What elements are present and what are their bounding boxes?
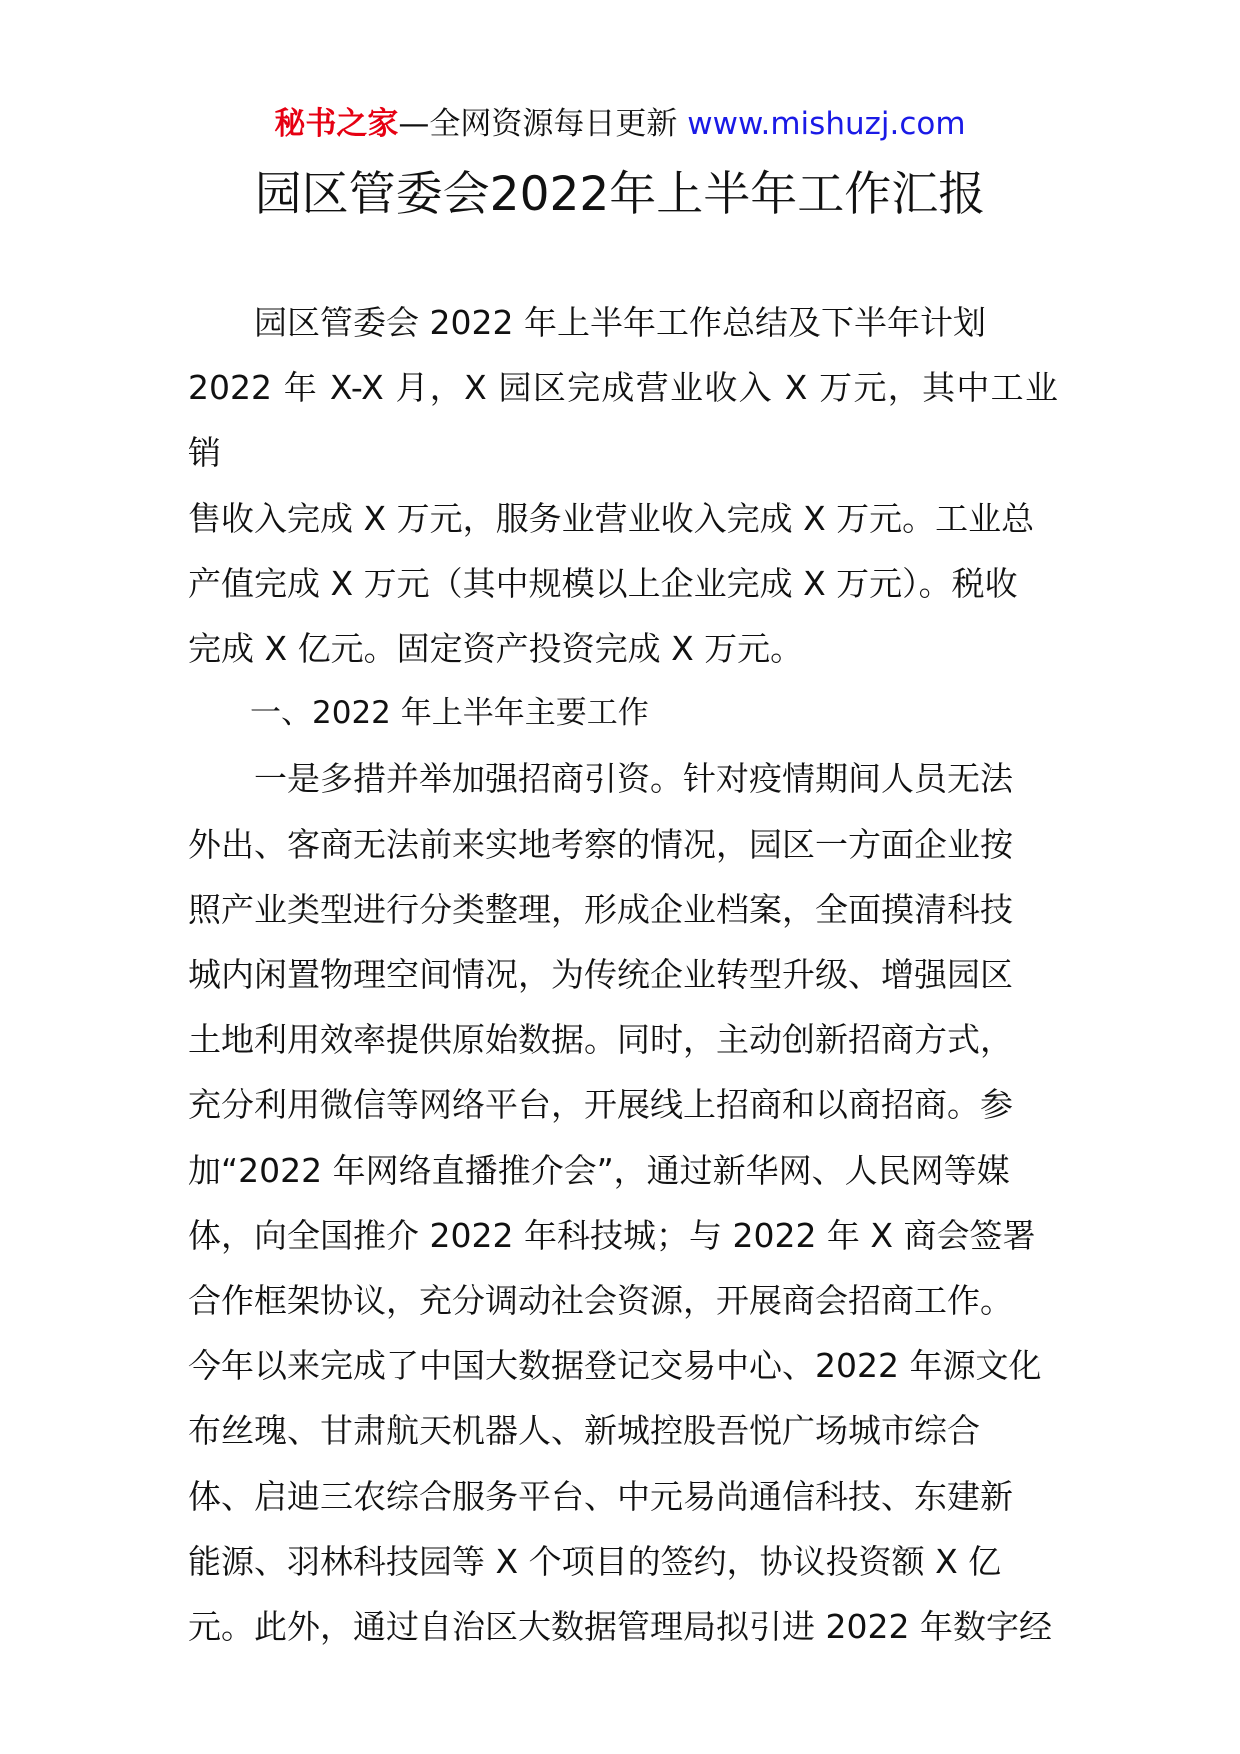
- document-title: 园区管委会2022年上半年工作汇报: [254, 167, 986, 222]
- paragraph-line: 城内闲置物理空间情况，为传统企业转型升级、增强园区: [188, 955, 1013, 995]
- paragraph-line: 产值完成 X 万元（其中规模以上企业完成 X 万元）。税收: [188, 563, 1018, 603]
- paragraph-line: 土地利用效率提供原始数据。同时，主动创新招商方式，: [188, 1020, 1013, 1060]
- paragraph-line: 体、启迪三农综合服务平台、中元易尚通信科技、东建新: [188, 1476, 1013, 1516]
- paragraph-line: 完成 X 亿元。固定资产投资完成 X 万元。: [188, 629, 804, 669]
- paragraph-line: 2022 年 X-X 月，X 园区完成营业收入 X 万元，其中工业销: [188, 368, 1058, 473]
- header-slogan: —全网资源每日更新: [398, 106, 678, 142]
- paragraph-line: 加“2022 年网络直播推介会”，通过新华网、人民网等媒: [188, 1150, 1010, 1190]
- paragraph-line: 今年以来完成了中国大数据登记交易中心、2022 年源文化: [188, 1346, 1042, 1386]
- paragraph-line: 外出、客商无法前来实地考察的情况，园区一方面企业按: [188, 824, 1013, 864]
- paragraph-line: 元。此外，通过自治区大数据管理局拟引进 2022 年数字经: [188, 1607, 1052, 1647]
- paragraph-line: 售收入完成 X 万元，服务业营业收入完成 X 万元。工业总: [188, 498, 1035, 538]
- paragraph-line: 体，向全国推介 2022 年科技城；与 2022 年 X 商会签署: [188, 1215, 1036, 1255]
- site-url-link[interactable]: www.mishuzj.com: [687, 106, 966, 142]
- paragraph-line: 一是多措并举加强招商引资。针对疫情期间人员无法: [254, 759, 1013, 799]
- brand-name: 秘书之家: [274, 106, 399, 142]
- paragraph-line: 充分利用微信等网络平台，开展线上招商和以商招商。参: [188, 1085, 1013, 1125]
- paragraph-line: 能源、羽林科技园等 X 个项目的签约，协议投资额 X 亿: [188, 1541, 1002, 1581]
- paragraph-line: 合作框架协议，充分调动社会资源，开展商会招商工作。: [188, 1281, 1013, 1321]
- paragraph-line: 布丝瑰、甘肃航天机器人、新城控股吾悦广场城市综合: [188, 1411, 980, 1451]
- paragraph-line: 照产业类型进行分类整理，形成企业档案，全面摸清科技: [188, 889, 1013, 929]
- paragraph-line: 园区管委会 2022 年上半年工作总结及下半年计划: [254, 303, 986, 342]
- document-body: [188, 290, 1058, 1659]
- section-heading: 一、2022 年上半年主要工作: [250, 695, 649, 732]
- site-header: [0, 102, 1240, 146]
